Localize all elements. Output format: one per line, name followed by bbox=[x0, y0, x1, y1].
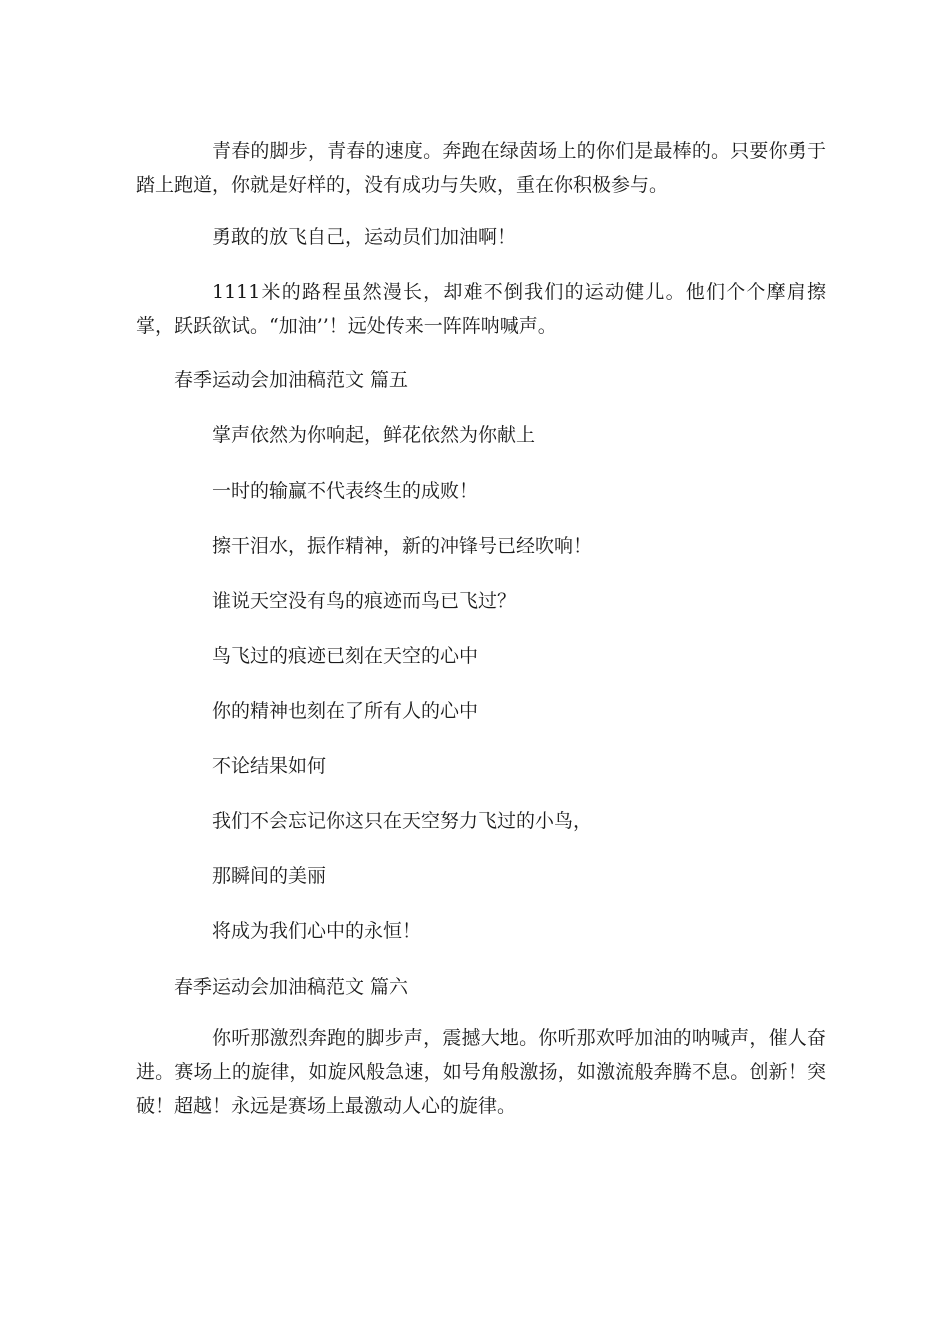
poem-line: 我们不会忘记你这只在天空努力飞过的小鸟， bbox=[212, 810, 593, 832]
cheer-line: 勇敢的放飞自己，运动员们加油啊！ bbox=[212, 226, 517, 248]
poem-line: 那瞬间的美丽 bbox=[212, 865, 327, 887]
paragraph-3: 你听那激烈奔跑的脚步声，震撼大地。你听那欢呼加油的呐喊声，催人奋进。赛场上的旋律，如旋风般急速，如号角般激扬，如激流般奔腾不息。创新！突破！超越！永远是赛场上最激动人心的旋律。 bbox=[136, 1027, 826, 1117]
poem-line: 一时的输赢不代表终生的成败！ bbox=[212, 480, 479, 502]
section-heading-5: 春季运动会加油稿范文 篇五 bbox=[174, 369, 409, 391]
poem-line: 鸟飞过的痕迹已刻在天空的心中 bbox=[212, 645, 479, 667]
section-heading-6: 春季运动会加油稿范文 篇六 bbox=[174, 976, 409, 998]
poem-line: 你的精神也刻在了所有人的心中 bbox=[212, 700, 479, 722]
poem-line: 谁说天空没有鸟的痕迹而鸟已飞过？ bbox=[212, 590, 517, 612]
paragraph-2: 1111米的路程虽然漫长，却难不倒我们的运动健儿。他们个个摩肩擦掌，跃跃欲试。“加油’’！远处传来一阵阵呐喊声。 bbox=[136, 281, 826, 337]
poem-line: 擦干泪水，振作精神，新的冲锋号已经吹响！ bbox=[212, 535, 593, 557]
poem-line: 将成为我们心中的永恒！ bbox=[212, 920, 422, 942]
poem-line: 掌声依然为你响起，鲜花依然为你献上 bbox=[212, 424, 536, 446]
paragraph-1: 青春的脚步，青春的速度。奔跑在绿茵场上的你们是最棒的。只要你勇于踏上跑道，你就是好样的，没有成功与失败，重在你积极参与。 bbox=[136, 140, 826, 196]
poem-line: 不论结果如何 bbox=[212, 755, 327, 777]
